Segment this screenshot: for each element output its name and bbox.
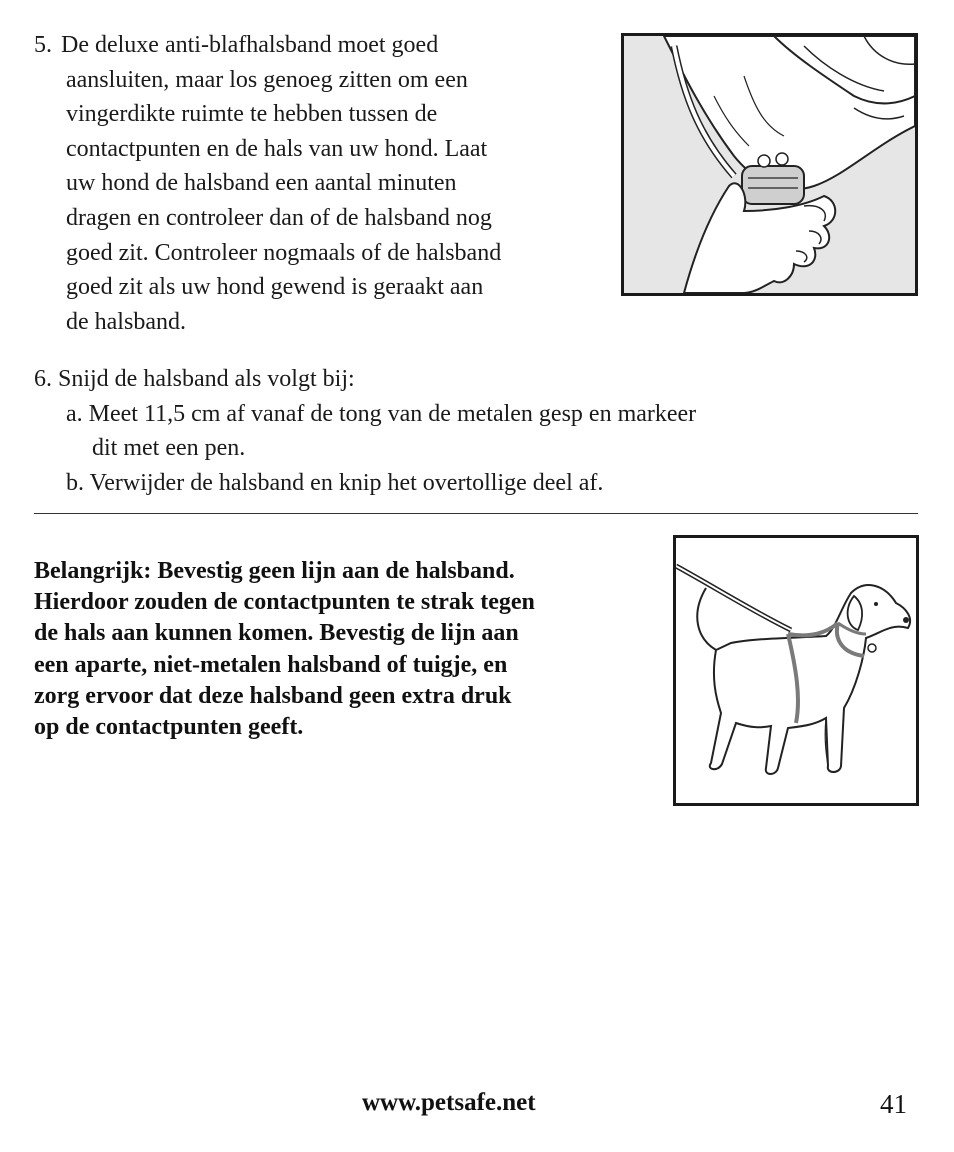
step-5-line: De deluxe anti-blafhalsband moet goed — [61, 32, 439, 58]
important-line: de hals aan kunnen komen. Bevestig de lijn aan — [34, 620, 519, 647]
collar-fit-illustration — [621, 33, 918, 296]
page-number: 41 — [880, 1089, 907, 1119]
collar-fit-drawing — [624, 36, 915, 293]
important-line: zorg ervoor dat deze halsband geen extra druk — [34, 682, 512, 709]
step-6-instruction — [34, 362, 894, 500]
section-divider — [34, 513, 918, 514]
dog-harness-illustration — [673, 535, 919, 806]
step-5-line: goed zit. Controleer nogmaals of de halsband — [66, 239, 502, 266]
step-5-line: dragen en controleer dan of de halsband nog — [66, 204, 492, 231]
step-6-intro: 6. Snijd de halsband als volgt bij: — [34, 366, 355, 392]
website-url: www.petsafe.net — [362, 1089, 536, 1116]
step-5-line: de halsband. — [66, 308, 186, 335]
important-line: een aparte, niet-metalen halsband of tuigje, en — [34, 651, 508, 678]
important-notice — [34, 556, 664, 743]
important-line: op de contactpunten geeft. — [34, 714, 304, 741]
step-6a-line-continued: dit met een pen. — [92, 435, 246, 462]
step-5-line: aansluiten, maar los genoeg zitten om een — [66, 66, 468, 93]
step-5-instruction — [34, 28, 594, 339]
dog-harness-drawing — [676, 538, 916, 803]
step-5-line: uw hond de halsband een aantal minuten — [66, 170, 457, 197]
step-6a-line: a. Meet 11,5 cm af vanaf de tong van de metalen gesp en markeer — [66, 400, 697, 427]
step-5-line: goed zit als uw hond gewend is geraakt aan — [66, 274, 484, 301]
step-6b-line: b. Verwijder de halsband en knip het overtollige deel af. — [66, 469, 604, 496]
step-5-number: 5. — [34, 32, 52, 58]
important-line: Belangrijk: Bevestig geen lijn aan de halsband. — [34, 558, 515, 584]
important-line: Hierdoor zouden de contactpunten te strak tegen — [34, 589, 535, 616]
step-5-line: vingerdikte ruimte te hebben tussen de — [66, 101, 438, 128]
step-5-line: contactpunten en de hals van uw hond. Laat — [66, 135, 488, 162]
